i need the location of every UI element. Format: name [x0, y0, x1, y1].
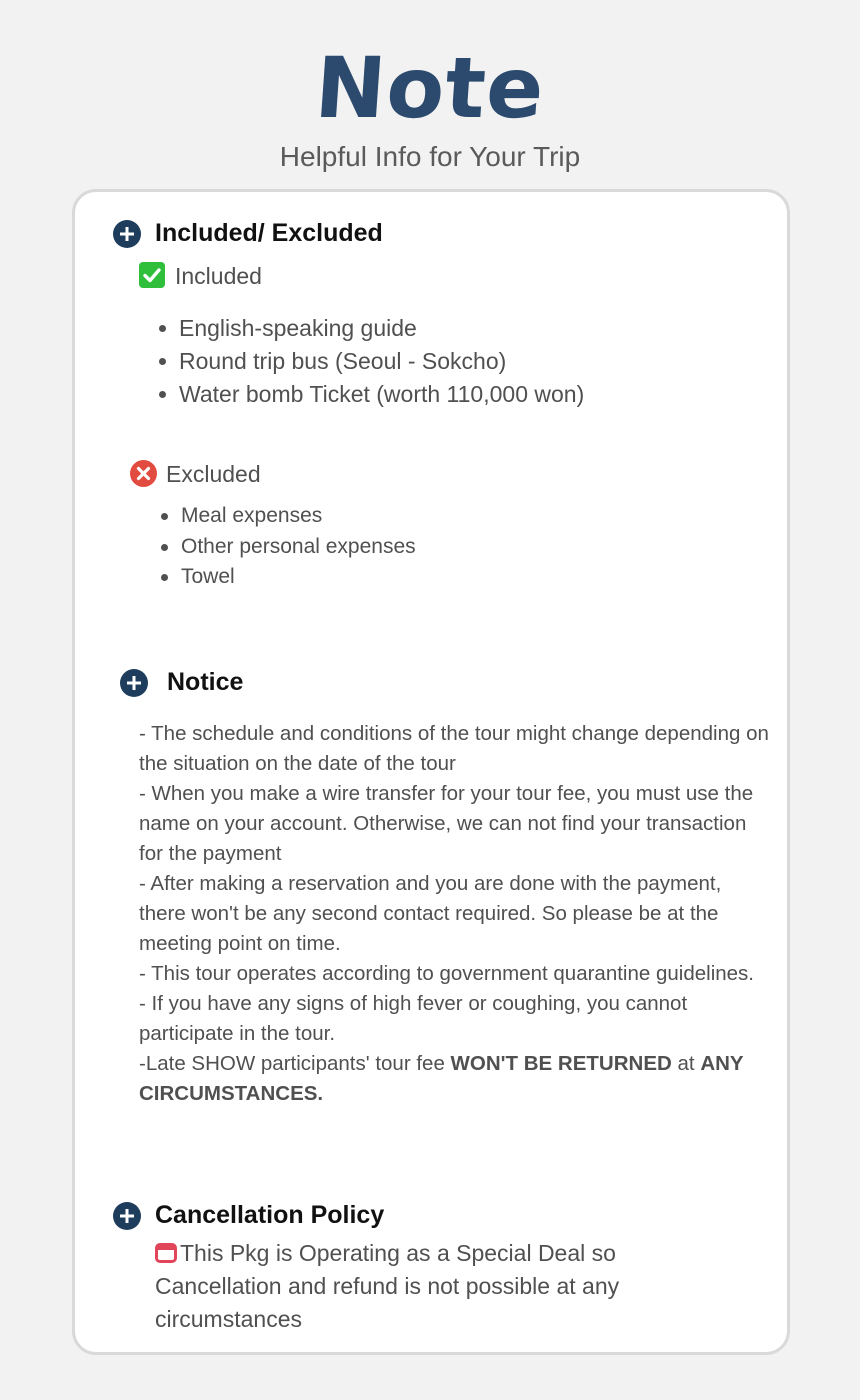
page-subtitle: Helpful Info for Your Trip	[279, 141, 581, 172]
plus-circle-icon	[113, 220, 141, 248]
notice-late-prefix: -Late SHOW participants' tour fee	[139, 1052, 451, 1075]
check-box-icon	[139, 262, 165, 288]
notice-heading: Notice	[167, 668, 244, 696]
list-item: English-speaking guide	[179, 312, 584, 345]
notice-text	[139, 719, 771, 1109]
notice-paragraph: - If you have any signs of high fever or coughing, you cannot participate in the tour.	[139, 992, 688, 1045]
cancellation-text: This Pkg is Operating as a Special Deal so Cancellation and refund is not possible at any circumstances	[155, 1240, 620, 1332]
cancellation-text-block	[155, 1237, 715, 1336]
notice-late-bold-1: WON'T BE RETURNED	[450, 1052, 672, 1075]
notice-late-bold-2: ANY CIRCUMSTANCES.	[139, 1052, 744, 1105]
included-label: Included	[175, 263, 262, 289]
excluded-list	[159, 501, 416, 593]
info-card	[72, 189, 790, 1355]
list-item: Other personal expenses	[181, 532, 416, 563]
notice-late-middle: at	[671, 1052, 701, 1075]
list-item: Towel	[181, 562, 416, 593]
notice-paragraph-late	[139, 1049, 771, 1109]
list-item: Meal expenses	[181, 501, 416, 532]
included-list	[157, 312, 584, 411]
list-item: Round trip bus (Seoul - Sokcho)	[179, 345, 584, 378]
plus-circle-icon	[113, 1202, 141, 1230]
excluded-label: Excluded	[166, 461, 261, 487]
notice-paragraph: - After making a reservation and you are done with the payment, there won't be any second contact required. So please be at the meeting point on time.	[139, 872, 722, 955]
notice-paragraph: - This tour operates according to government quarantine guidelines.	[139, 962, 754, 985]
x-circle-icon	[130, 460, 157, 487]
page-title: Note	[311, 39, 548, 137]
included-excluded-heading: Included/ Excluded	[155, 219, 383, 247]
list-item: Water bomb Ticket (worth 110,000 won)	[179, 378, 584, 411]
plus-circle-icon	[120, 669, 148, 697]
cancellation-heading: Cancellation Policy	[155, 1201, 385, 1229]
notice-paragraph: - When you make a wire transfer for your tour fee, you must use the name on your account. Otherwise, we can not find your transaction for the payment	[139, 782, 754, 865]
notice-paragraph: - The schedule and conditions of the tour might change depending on the situation on the date of the tour	[139, 722, 769, 775]
calendar-badge-icon	[155, 1243, 177, 1263]
